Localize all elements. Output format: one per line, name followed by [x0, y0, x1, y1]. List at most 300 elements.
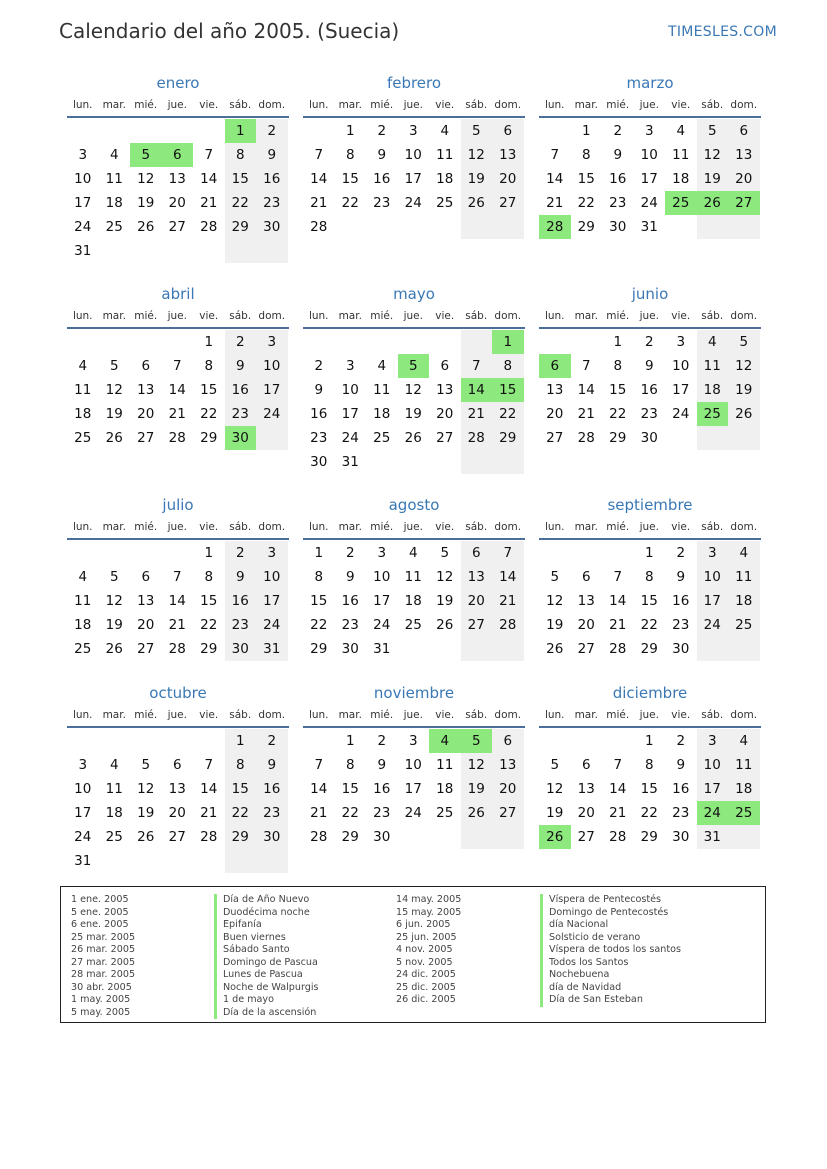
day-cell[interactable]: 23	[256, 801, 288, 825]
day-cell[interactable]: 10	[697, 565, 729, 589]
day-cell[interactable]: 7	[461, 354, 493, 378]
day-cell[interactable]: 11	[436, 757, 454, 773]
day-cell[interactable]: 10	[404, 757, 422, 773]
day-cell[interactable]: 8	[492, 354, 524, 378]
day-cell[interactable]: 14	[609, 781, 627, 797]
day-cell[interactable]: 5	[550, 569, 560, 585]
day-cell[interactable]: 28	[168, 430, 186, 446]
day-cell[interactable]: 4	[429, 729, 461, 753]
day-cell[interactable]: 30	[256, 215, 288, 239]
day-cell[interactable]: 3	[345, 358, 355, 374]
day-cell[interactable]: 1	[204, 334, 214, 350]
day-cell[interactable]: 26	[137, 829, 155, 845]
day-cell[interactable]: 19	[436, 593, 454, 609]
day-cell[interactable]: 23	[672, 617, 690, 633]
day-cell[interactable]: 12	[546, 781, 564, 797]
day-cell[interactable]: 7	[314, 757, 324, 773]
day-cell[interactable]: 23	[373, 805, 391, 821]
day-cell[interactable]: 11	[672, 147, 690, 163]
day-cell[interactable]: 13	[168, 781, 186, 797]
day-cell[interactable]: 8	[225, 753, 257, 777]
day-cell[interactable]: 1	[225, 119, 257, 143]
day-cell[interactable]: 12	[546, 593, 564, 609]
day-cell[interactable]: 30	[640, 430, 658, 446]
day-cell[interactable]: 29	[640, 641, 658, 657]
day-cell[interactable]: 20	[137, 617, 155, 633]
day-cell[interactable]: 2	[256, 729, 288, 753]
day-cell[interactable]: 22	[492, 402, 524, 426]
day-cell[interactable]: 24	[74, 829, 92, 845]
day-cell[interactable]: 20	[546, 406, 564, 422]
day-cell[interactable]: 22	[341, 195, 359, 211]
day-cell[interactable]: 31	[697, 825, 729, 849]
day-cell[interactable]: 28	[577, 430, 595, 446]
day-cell[interactable]: 11	[728, 753, 760, 777]
day-cell[interactable]: 20	[461, 589, 493, 613]
day-cell[interactable]: 18	[105, 805, 123, 821]
day-cell[interactable]: 21	[609, 805, 627, 821]
day-cell[interactable]: 4	[78, 358, 88, 374]
day-cell[interactable]: 10	[672, 358, 690, 374]
day-cell[interactable]: 8	[613, 358, 623, 374]
day-cell[interactable]: 5	[697, 119, 729, 143]
day-cell[interactable]: 7	[492, 541, 524, 565]
day-cell[interactable]: 17	[640, 171, 658, 187]
day-cell[interactable]: 17	[256, 378, 288, 402]
day-cell[interactable]: 4	[676, 123, 686, 139]
day-cell[interactable]: 9	[256, 143, 288, 167]
day-cell[interactable]: 21	[577, 406, 595, 422]
day-cell[interactable]: 24	[672, 406, 690, 422]
day-cell[interactable]: 5	[461, 729, 493, 753]
day-cell[interactable]: 10	[697, 753, 729, 777]
day-cell[interactable]: 12	[436, 569, 454, 585]
day-cell[interactable]: 31	[256, 637, 288, 661]
day-cell[interactable]: 9	[644, 358, 654, 374]
day-cell[interactable]: 1	[345, 733, 355, 749]
day-cell[interactable]: 27	[436, 430, 454, 446]
day-cell[interactable]: 12	[461, 753, 493, 777]
day-cell[interactable]: 18	[105, 195, 123, 211]
day-cell[interactable]: 19	[697, 167, 729, 191]
day-cell[interactable]: 8	[644, 757, 654, 773]
day-cell[interactable]: 18	[373, 406, 391, 422]
day-cell[interactable]: 25	[404, 617, 422, 633]
day-cell[interactable]: 18	[728, 589, 760, 613]
day-cell[interactable]: 18	[436, 171, 454, 187]
day-cell[interactable]: 6	[440, 358, 450, 374]
day-cell[interactable]: 25	[105, 219, 123, 235]
day-cell[interactable]: 12	[105, 382, 123, 398]
day-cell[interactable]: 7	[204, 147, 214, 163]
day-cell[interactable]: 2	[225, 541, 257, 565]
day-cell[interactable]: 17	[256, 589, 288, 613]
day-cell[interactable]: 21	[200, 805, 218, 821]
day-cell[interactable]: 20	[577, 617, 595, 633]
day-cell[interactable]: 31	[341, 454, 359, 470]
day-cell[interactable]: 7	[550, 147, 560, 163]
day-cell[interactable]: 10	[373, 569, 391, 585]
day-cell[interactable]: 17	[404, 171, 422, 187]
day-cell[interactable]: 10	[256, 565, 288, 589]
day-cell[interactable]: 11	[105, 171, 123, 187]
day-cell[interactable]: 17	[341, 406, 359, 422]
day-cell[interactable]: 29	[200, 641, 218, 657]
day-cell[interactable]: 12	[105, 593, 123, 609]
day-cell[interactable]: 16	[256, 167, 288, 191]
day-cell[interactable]: 12	[697, 143, 729, 167]
day-cell[interactable]: 16	[225, 589, 257, 613]
day-cell[interactable]: 1	[644, 545, 654, 561]
day-cell[interactable]: 13	[577, 593, 595, 609]
day-cell[interactable]: 12	[404, 382, 422, 398]
day-cell[interactable]: 17	[404, 781, 422, 797]
day-cell[interactable]: 22	[640, 617, 658, 633]
day-cell[interactable]: 28	[200, 829, 218, 845]
day-cell[interactable]: 5	[109, 358, 119, 374]
day-cell[interactable]: 18	[436, 781, 454, 797]
day-cell[interactable]: 8	[204, 358, 214, 374]
day-cell[interactable]: 31	[74, 243, 92, 259]
day-cell[interactable]: 11	[105, 781, 123, 797]
day-cell[interactable]: 13	[137, 382, 155, 398]
day-cell[interactable]: 12	[728, 354, 760, 378]
day-cell[interactable]: 13	[546, 382, 564, 398]
day-cell[interactable]: 2	[644, 334, 654, 350]
day-cell[interactable]: 18	[74, 617, 92, 633]
day-cell[interactable]: 27	[492, 191, 524, 215]
day-cell[interactable]: 22	[609, 406, 627, 422]
day-cell[interactable]: 3	[78, 757, 88, 773]
day-cell[interactable]: 2	[377, 123, 387, 139]
day-cell[interactable]: 4	[78, 569, 88, 585]
day-cell[interactable]: 13	[436, 382, 454, 398]
day-cell[interactable]: 4	[697, 330, 729, 354]
day-cell[interactable]: 24	[74, 219, 92, 235]
day-cell[interactable]: 20	[728, 167, 760, 191]
day-cell[interactable]: 4	[109, 757, 119, 773]
day-cell[interactable]: 11	[436, 147, 454, 163]
day-cell[interactable]: 23	[373, 195, 391, 211]
day-cell[interactable]: 28	[492, 613, 524, 637]
day-cell[interactable]: 17	[672, 382, 690, 398]
day-cell[interactable]: 28	[609, 641, 627, 657]
day-cell[interactable]: 15	[200, 593, 218, 609]
day-cell[interactable]: 3	[256, 330, 288, 354]
day-cell[interactable]: 15	[200, 382, 218, 398]
day-cell[interactable]: 11	[74, 593, 92, 609]
day-cell[interactable]: 10	[640, 147, 658, 163]
day-cell[interactable]: 14	[609, 593, 627, 609]
day-cell[interactable]: 28	[461, 426, 493, 450]
day-cell[interactable]: 2	[314, 358, 324, 374]
day-cell[interactable]: 8	[644, 569, 654, 585]
day-cell[interactable]: 29	[225, 825, 257, 849]
day-cell[interactable]: 30	[672, 641, 690, 657]
day-cell[interactable]: 3	[256, 541, 288, 565]
day-cell[interactable]: 7	[613, 569, 623, 585]
day-cell[interactable]: 22	[225, 191, 257, 215]
day-cell[interactable]: 13	[577, 781, 595, 797]
day-cell[interactable]: 17	[74, 195, 92, 211]
day-cell[interactable]: 4	[728, 541, 760, 565]
day-cell[interactable]: 29	[492, 426, 524, 450]
day-cell[interactable]: 9	[676, 569, 686, 585]
day-cell[interactable]: 13	[168, 171, 186, 187]
day-cell[interactable]: 16	[609, 171, 627, 187]
day-cell[interactable]: 30	[672, 829, 690, 845]
day-cell[interactable]: 3	[676, 334, 686, 350]
day-cell[interactable]: 2	[345, 545, 355, 561]
day-cell[interactable]: 20	[168, 195, 186, 211]
day-cell[interactable]: 15	[640, 593, 658, 609]
day-cell[interactable]: 9	[225, 565, 257, 589]
day-cell[interactable]: 6	[461, 541, 493, 565]
day-cell[interactable]: 16	[672, 781, 690, 797]
day-cell[interactable]: 18	[697, 378, 729, 402]
day-cell[interactable]: 29	[310, 641, 328, 657]
day-cell[interactable]: 21	[168, 617, 186, 633]
day-cell[interactable]: 11	[728, 565, 760, 589]
day-cell[interactable]: 19	[461, 777, 493, 801]
day-cell[interactable]: 7	[613, 757, 623, 773]
day-cell[interactable]: 29	[200, 430, 218, 446]
day-cell[interactable]: 8	[345, 147, 355, 163]
day-cell[interactable]: 15	[341, 781, 359, 797]
day-cell[interactable]: 28	[200, 219, 218, 235]
day-cell[interactable]: 2	[225, 330, 257, 354]
day-cell[interactable]: 4	[440, 123, 450, 139]
day-cell[interactable]: 18	[728, 777, 760, 801]
day-cell[interactable]: 14	[310, 171, 328, 187]
day-cell[interactable]: 15	[577, 171, 595, 187]
day-cell[interactable]: 18	[672, 171, 690, 187]
day-cell[interactable]: 21	[310, 805, 328, 821]
day-cell[interactable]: 8	[225, 143, 257, 167]
day-cell[interactable]: 4	[377, 358, 387, 374]
day-cell[interactable]: 11	[74, 382, 92, 398]
day-cell[interactable]: 22	[200, 617, 218, 633]
day-cell[interactable]: 27	[728, 191, 760, 215]
day-cell[interactable]: 30	[225, 637, 257, 661]
day-cell[interactable]: 30	[310, 454, 328, 470]
day-cell[interactable]: 22	[200, 406, 218, 422]
day-cell[interactable]: 9	[314, 382, 324, 398]
day-cell[interactable]: 4	[109, 147, 119, 163]
day-cell[interactable]: 19	[137, 805, 155, 821]
day-cell[interactable]: 21	[546, 195, 564, 211]
day-cell[interactable]: 28	[310, 829, 328, 845]
day-cell[interactable]: 16	[341, 593, 359, 609]
day-cell[interactable]: 21	[461, 402, 493, 426]
day-cell[interactable]: 6	[539, 354, 571, 378]
day-cell[interactable]: 25	[105, 829, 123, 845]
day-cell[interactable]: 14	[200, 171, 218, 187]
day-cell[interactable]: 2	[676, 733, 686, 749]
day-cell[interactable]: 25	[728, 801, 760, 825]
day-cell[interactable]: 27	[168, 219, 186, 235]
day-cell[interactable]: 24	[373, 617, 391, 633]
day-cell[interactable]: 19	[546, 805, 564, 821]
day-cell[interactable]: 5	[728, 330, 760, 354]
day-cell[interactable]: 8	[581, 147, 591, 163]
day-cell[interactable]: 16	[310, 406, 328, 422]
day-cell[interactable]: 17	[373, 593, 391, 609]
day-cell[interactable]: 27	[168, 829, 186, 845]
day-cell[interactable]: 6	[492, 729, 524, 753]
day-cell[interactable]: 25	[665, 191, 697, 215]
day-cell[interactable]: 7	[581, 358, 591, 374]
day-cell[interactable]: 3	[697, 541, 729, 565]
day-cell[interactable]: 30	[341, 641, 359, 657]
day-cell[interactable]: 1	[644, 733, 654, 749]
day-cell[interactable]: 4	[728, 729, 760, 753]
day-cell[interactable]: 17	[697, 589, 729, 613]
day-cell[interactable]: 9	[225, 354, 257, 378]
day-cell[interactable]: 27	[137, 430, 155, 446]
day-cell[interactable]: 6	[728, 119, 760, 143]
day-cell[interactable]: 24	[256, 613, 288, 637]
day-cell[interactable]: 27	[546, 430, 564, 446]
day-cell[interactable]: 17	[697, 777, 729, 801]
day-cell[interactable]: 19	[546, 617, 564, 633]
day-cell[interactable]: 1	[613, 334, 623, 350]
day-cell[interactable]: 11	[373, 382, 391, 398]
day-cell[interactable]: 24	[697, 613, 729, 637]
day-cell[interactable]: 1	[204, 545, 214, 561]
day-cell[interactable]: 26	[461, 801, 493, 825]
day-cell[interactable]: 14	[200, 781, 218, 797]
day-cell[interactable]: 26	[105, 430, 123, 446]
day-cell[interactable]: 24	[697, 801, 729, 825]
day-cell[interactable]: 19	[404, 406, 422, 422]
day-cell[interactable]: 23	[225, 613, 257, 637]
day-cell[interactable]: 18	[74, 406, 92, 422]
day-cell[interactable]: 2	[676, 545, 686, 561]
day-cell[interactable]: 6	[141, 358, 151, 374]
day-cell[interactable]: 10	[404, 147, 422, 163]
day-cell[interactable]: 21	[492, 589, 524, 613]
day-cell[interactable]: 5	[440, 545, 450, 561]
day-cell[interactable]: 26	[546, 641, 564, 657]
day-cell[interactable]: 6	[492, 119, 524, 143]
day-cell[interactable]: 19	[728, 378, 760, 402]
day-cell[interactable]: 10	[74, 781, 92, 797]
day-cell[interactable]: 9	[377, 147, 387, 163]
day-cell[interactable]: 9	[613, 147, 623, 163]
day-cell[interactable]: 28	[168, 641, 186, 657]
day-cell[interactable]: 23	[609, 195, 627, 211]
day-cell[interactable]: 15	[640, 781, 658, 797]
day-cell[interactable]: 22	[310, 617, 328, 633]
day-cell[interactable]: 22	[577, 195, 595, 211]
day-cell[interactable]: 8	[345, 757, 355, 773]
day-cell[interactable]: 26	[728, 402, 760, 426]
day-cell[interactable]: 24	[341, 430, 359, 446]
day-cell[interactable]: 14	[310, 781, 328, 797]
day-cell[interactable]: 13	[461, 565, 493, 589]
day-cell[interactable]: 14	[168, 593, 186, 609]
day-cell[interactable]: 3	[644, 123, 654, 139]
day-cell[interactable]: 24	[404, 195, 422, 211]
day-cell[interactable]: 20	[436, 406, 454, 422]
day-cell[interactable]: 5	[130, 143, 162, 167]
day-cell[interactable]: 15	[225, 777, 257, 801]
day-cell[interactable]: 3	[697, 729, 729, 753]
day-cell[interactable]: 7	[314, 147, 324, 163]
day-cell[interactable]: 23	[310, 430, 328, 446]
day-cell[interactable]: 27	[137, 641, 155, 657]
day-cell[interactable]: 30	[373, 829, 391, 845]
day-cell[interactable]: 25	[74, 641, 92, 657]
day-cell[interactable]: 21	[168, 406, 186, 422]
day-cell[interactable]: 6	[172, 757, 182, 773]
day-cell[interactable]: 26	[137, 219, 155, 235]
day-cell[interactable]: 29	[609, 430, 627, 446]
day-cell[interactable]: 20	[492, 167, 524, 191]
day-cell[interactable]: 23	[341, 617, 359, 633]
day-cell[interactable]: 14	[461, 378, 493, 402]
day-cell[interactable]: 31	[640, 219, 658, 235]
brand-link[interactable]: TIMESLES.COM	[668, 24, 777, 40]
day-cell[interactable]: 15	[492, 378, 524, 402]
day-cell[interactable]: 6	[162, 143, 194, 167]
day-cell[interactable]: 23	[225, 402, 257, 426]
day-cell[interactable]: 19	[105, 617, 123, 633]
day-cell[interactable]: 26	[461, 191, 493, 215]
day-cell[interactable]: 28	[310, 219, 328, 235]
day-cell[interactable]: 3	[408, 123, 418, 139]
day-cell[interactable]: 1	[345, 123, 355, 139]
day-cell[interactable]: 3	[408, 733, 418, 749]
day-cell[interactable]: 27	[461, 613, 493, 637]
day-cell[interactable]: 9	[256, 753, 288, 777]
day-cell[interactable]: 12	[461, 143, 493, 167]
day-cell[interactable]: 26	[105, 641, 123, 657]
day-cell[interactable]: 16	[672, 593, 690, 609]
day-cell[interactable]: 14	[577, 382, 595, 398]
day-cell[interactable]: 2	[256, 119, 288, 143]
day-cell[interactable]: 28	[609, 829, 627, 845]
day-cell[interactable]: 7	[172, 569, 182, 585]
day-cell[interactable]: 26	[697, 191, 729, 215]
day-cell[interactable]: 1	[314, 545, 324, 561]
day-cell[interactable]: 29	[640, 829, 658, 845]
day-cell[interactable]: 25	[436, 805, 454, 821]
day-cell[interactable]: 16	[373, 781, 391, 797]
day-cell[interactable]: 14	[546, 171, 564, 187]
day-cell[interactable]: 31	[373, 641, 391, 657]
day-cell[interactable]: 25	[697, 402, 729, 426]
day-cell[interactable]: 24	[256, 402, 288, 426]
day-cell[interactable]: 18	[404, 593, 422, 609]
day-cell[interactable]: 15	[609, 382, 627, 398]
day-cell[interactable]: 5	[461, 119, 493, 143]
day-cell[interactable]: 24	[404, 805, 422, 821]
day-cell[interactable]: 1	[581, 123, 591, 139]
day-cell[interactable]: 16	[640, 382, 658, 398]
day-cell[interactable]: 16	[373, 171, 391, 187]
day-cell[interactable]: 10	[341, 382, 359, 398]
day-cell[interactable]: 30	[256, 825, 288, 849]
day-cell[interactable]: 15	[225, 167, 257, 191]
day-cell[interactable]: 2	[613, 123, 623, 139]
day-cell[interactable]: 3	[78, 147, 88, 163]
day-cell[interactable]: 24	[640, 195, 658, 211]
day-cell[interactable]: 13	[137, 593, 155, 609]
day-cell[interactable]: 26	[404, 430, 422, 446]
day-cell[interactable]: 21	[310, 195, 328, 211]
